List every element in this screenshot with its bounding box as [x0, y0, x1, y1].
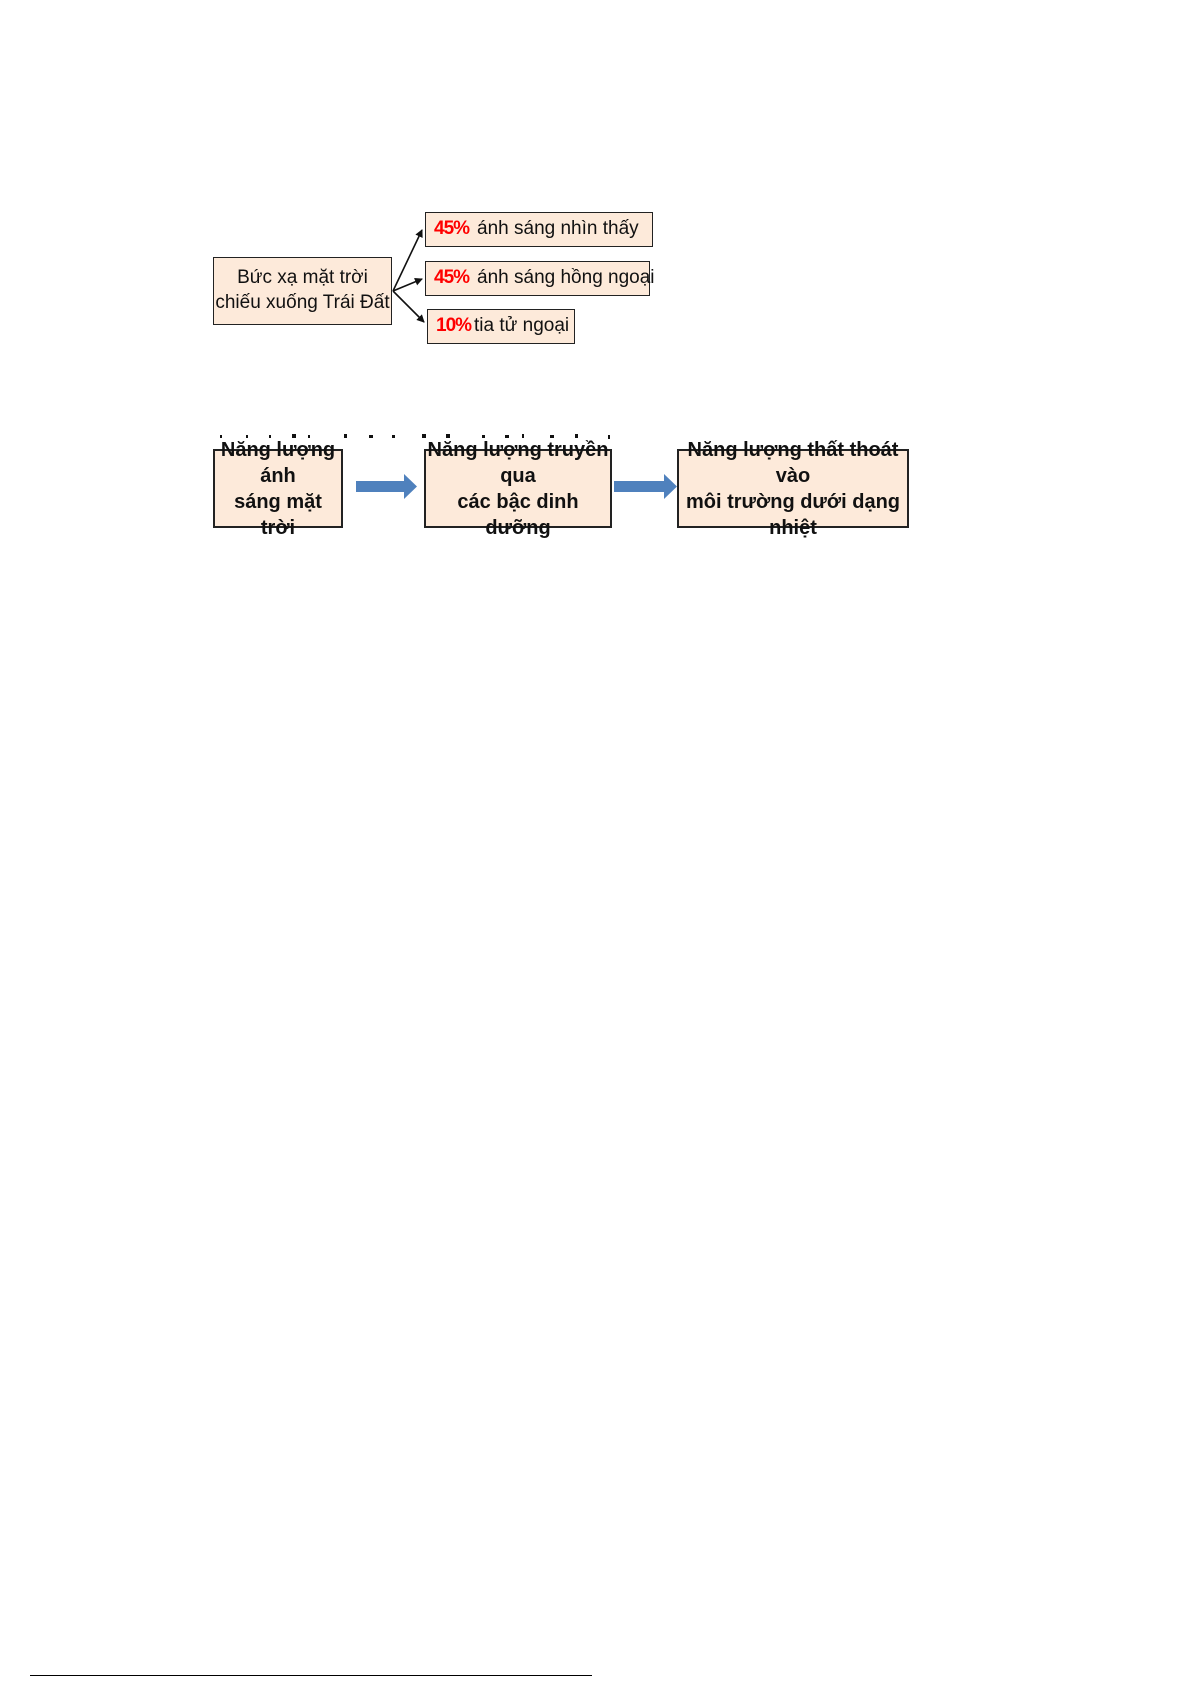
ultraviolet-label: tia tử ngoại	[474, 315, 570, 337]
solar-radiation-line2: chiếu xuống Trái Đất	[215, 292, 390, 313]
flow-step-2-line1: Năng lượng truyền qua	[427, 438, 609, 487]
visible-light-label: ánh sáng nhìn thấy	[477, 218, 639, 240]
infrared-label: ánh sáng hồng ngoại	[477, 267, 655, 289]
solar-radiation-box	[213, 257, 392, 325]
ultraviolet-box	[427, 309, 575, 344]
infrared-percent: 45%	[434, 267, 470, 289]
flow-step-3-line1: Năng lượng thất thoát vào	[687, 438, 899, 487]
connector-arrow-visible-light	[393, 230, 422, 291]
flow-arrow-2	[614, 474, 677, 499]
ultraviolet-percent: 10%	[436, 315, 472, 337]
flow-step-trophic-transfer	[424, 438, 612, 539]
flow-step-1-line2: sáng mặt trời	[234, 490, 322, 539]
solar-radiation-line1: Bức xạ mặt trời	[237, 267, 368, 289]
flow-step-solar-energy	[213, 438, 343, 539]
visible-light-box	[425, 212, 653, 247]
connector-arrow-ultraviolet	[393, 291, 424, 322]
connector-arrow-infrared	[393, 279, 422, 291]
flow-step-heat-loss	[677, 438, 909, 539]
infrared-box	[425, 261, 655, 296]
visible-light-percent: 45%	[434, 218, 470, 240]
flow-step-1-line1: Năng lượng ánh	[220, 438, 336, 487]
footnote-separator	[30, 1675, 592, 1676]
flow-step-2-line2: các bậc dinh dưỡng	[457, 490, 579, 539]
flow-step-3-line2: môi trường dưới dạng nhiệt	[685, 490, 901, 539]
flow-arrow-1	[356, 474, 417, 499]
